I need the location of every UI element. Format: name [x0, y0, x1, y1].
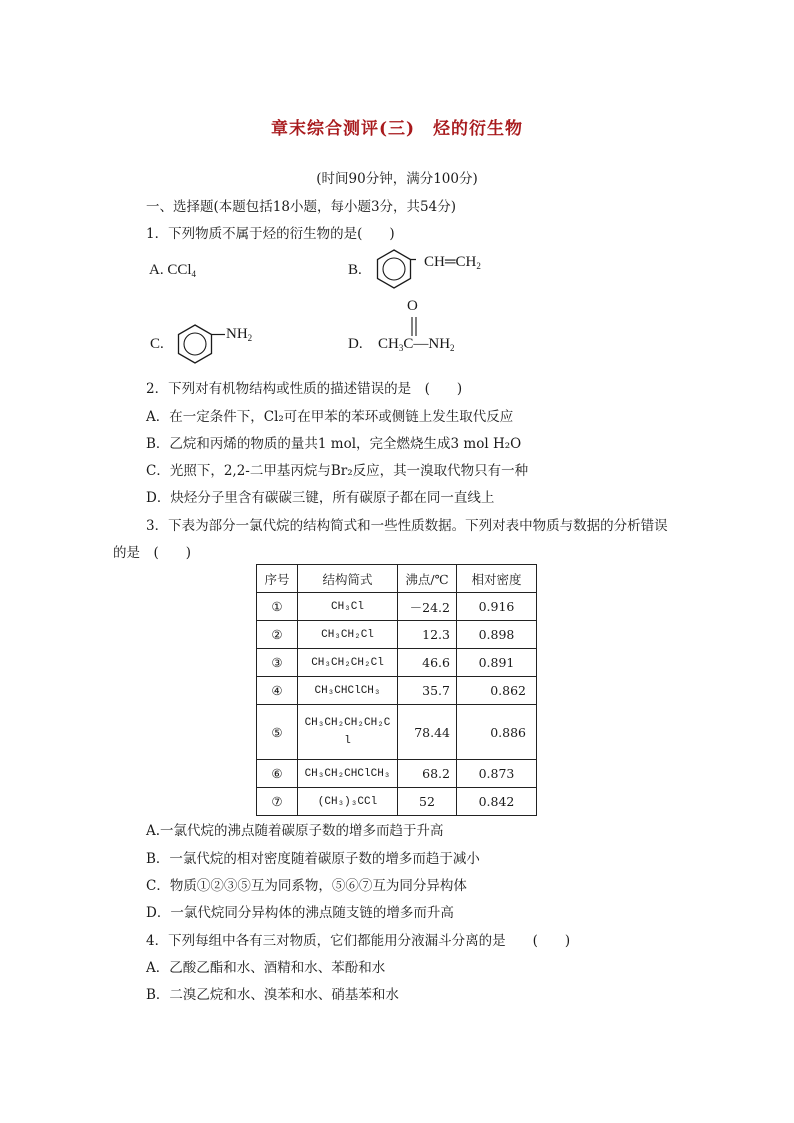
exam-info: (时间90分钟，满分100分)	[316, 171, 478, 187]
q1-option-a-sub: 4	[191, 269, 197, 279]
q4-stem: 4．下列每组中各有三对物质，它们都能用分液漏斗分离的是 ( )	[146, 933, 571, 949]
q1-option-c-group-text: NH	[226, 326, 248, 342]
q1-option-b-chain-text: CH═CH	[424, 254, 477, 270]
cell-no: ⑦	[257, 788, 298, 816]
table-header-row	[257, 565, 537, 593]
cell-formula	[298, 705, 398, 760]
q1-option-d-ch-sub: 3	[398, 343, 404, 353]
q1-option-c-sub: 2	[247, 333, 253, 343]
q3-option-b: B．一氯代烷的相对密度随着碳原子数的增多而趋于减小	[146, 851, 480, 867]
q1-option-c-group	[226, 326, 252, 343]
q4-option-a: A．乙酸乙酯和水、酒精和水、苯酚和水	[146, 960, 386, 976]
q1-option-b-chain	[424, 254, 481, 271]
col-header-bp: 沸点/℃	[398, 565, 457, 593]
q1-option-a	[149, 262, 196, 279]
col-header-formula: 结构简式	[298, 565, 398, 593]
cell-formula: CH₃Cl	[298, 593, 398, 621]
q1-option-d-oxygen: O	[407, 298, 418, 314]
q3-stem-line2: 的是 ( )	[113, 545, 192, 561]
q1-option-d-ch-text: CH	[378, 336, 399, 352]
cell-density: 0.886	[457, 705, 537, 760]
q3-option-c: C．物质①②③⑤互为同系物，⑤⑥⑦互为同分异构体	[146, 878, 467, 894]
cell-bp: 52	[398, 788, 457, 816]
col-header-no: 序号	[257, 565, 298, 593]
cell-bp: 35.7	[398, 677, 457, 705]
q1-option-c: C.	[150, 336, 164, 352]
table-row	[257, 593, 537, 621]
q2-stem: 2．下列对有机物结构或性质的描述错误的是 ( )	[146, 381, 463, 397]
cell-density: 0.891	[457, 649, 537, 677]
table-row	[257, 649, 537, 677]
col-header-density: 相对密度	[457, 565, 537, 593]
cell-bp: 46.6	[398, 649, 457, 677]
q1-option-b: B.	[348, 262, 362, 278]
q4-option-b: B．二溴乙烷和水、溴苯和水、硝基苯和水	[146, 987, 399, 1003]
cell-no: ⑤	[257, 705, 298, 760]
cell-formula: CH₃CH₂CHClCH₃	[298, 760, 398, 788]
cell-bp: 68.2	[398, 760, 457, 788]
cell-bp: －24.2	[398, 593, 457, 621]
cell-bp: 12.3	[398, 621, 457, 649]
table-row	[257, 705, 537, 760]
table-row	[257, 621, 537, 649]
cell-density: 0.916	[457, 593, 537, 621]
q1-option-d-nh-sub: 2	[450, 343, 455, 353]
q1-option-a-text: A. CCl	[149, 262, 192, 278]
table-row	[257, 760, 537, 788]
cell-bp: 78.44	[398, 705, 457, 760]
q2-option-d: D．炔烃分子里含有碳碳三键，所有碳原子都在同一直线上	[146, 490, 495, 506]
cell-formula: CH₃CH₂CH₂Cl	[298, 649, 398, 677]
cell-density: 0.873	[457, 760, 537, 788]
q2-option-c: C．光照下，2,2-二甲基丙烷与Br₂反应，其一溴取代物只有一种	[146, 463, 529, 479]
benzene-ring-icon-c	[173, 322, 233, 366]
q1-option-d-c-text: C	[403, 336, 414, 352]
q1-option-d-ch3	[378, 336, 455, 353]
q3-option-d: D．一氯代烷同分异构体的沸点随支链的增多而升高	[146, 905, 454, 921]
q1-option-d: D.	[348, 336, 363, 352]
q1-option-d-nh-text: —NH	[413, 336, 451, 352]
q1-stem: 1．下列物质不属于烃的衍生物的是( )	[146, 226, 395, 242]
cell-formula-line1: CH₃CH₂CH₂CH₂C	[304, 717, 391, 729]
title-sub: 烃的衍生物	[433, 119, 524, 139]
cell-no: ④	[257, 677, 298, 705]
cell-density: 0.842	[457, 788, 537, 816]
table-row	[257, 788, 537, 816]
q2-option-b: B．乙烷和丙烯的物质的量共1 mol，完全燃烧生成3 mol H₂O	[146, 436, 522, 452]
cell-no: ⑥	[257, 760, 298, 788]
cell-formula: CH₃CHClCH₃	[298, 677, 398, 705]
section-heading: 一、选择题(本题包括18小题，每小题3分，共54分)	[146, 199, 456, 215]
page-title	[0, 114, 794, 139]
benzene-ring-icon	[372, 247, 416, 291]
q2-option-a: A．在一定条件下，Cl₂可在甲苯的苯环或侧链上发生取代反应	[146, 409, 514, 425]
title-main: 章末综合测评(三)	[270, 119, 416, 139]
cell-no: ③	[257, 649, 298, 677]
cell-formula-line2: l	[344, 735, 351, 747]
table-row	[257, 677, 537, 705]
q3-stem-line1: 3．下表为部分一氯代烷的结构简式和一些性质数据。下列对表中物质与数据的分析错误	[146, 518, 668, 534]
cell-formula: CH₃CH₂Cl	[298, 621, 398, 649]
cell-no: ②	[257, 621, 298, 649]
q3-option-a: A.一氯代烷的沸点随着碳原子数的增多而趋于升高	[146, 823, 444, 839]
cell-no: ①	[257, 593, 298, 621]
q1-option-b-sub: 2	[476, 261, 481, 271]
chloroalkane-table	[256, 564, 537, 816]
double-bond-icon	[408, 316, 420, 338]
cell-density: 0.898	[457, 621, 537, 649]
cell-density: 0.862	[457, 677, 537, 705]
cell-formula: (CH₃)₃CCl	[298, 788, 398, 816]
